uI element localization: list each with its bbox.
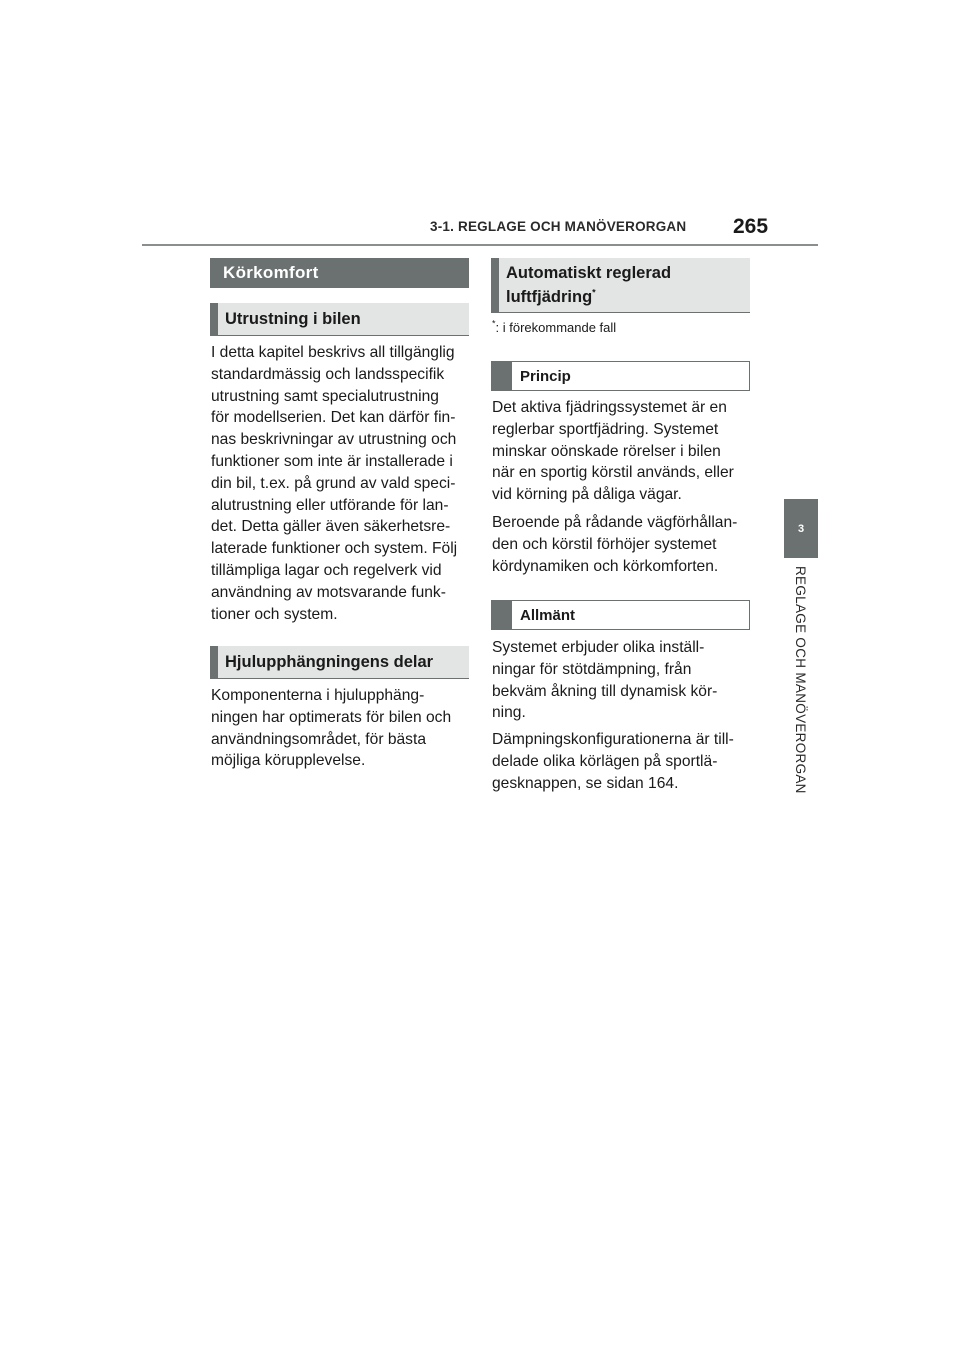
text-line: Dämpningskonfigurationerna är till- [492, 731, 734, 748]
text-line: det. Detta gäller även säkerhetsre- [211, 518, 451, 536]
text-line: tillämpliga lagar och regelverk vid [211, 561, 442, 579]
chapter-tab-label-text: REGLAGE OCH MANÖVERORGAN [793, 566, 808, 794]
text-line: gesknappen, se sidan 164. [492, 774, 679, 792]
footnote-marker: * [492, 318, 496, 329]
chapter-tab-number: 3 [784, 499, 818, 558]
subheading-allmant: Allmänt [491, 600, 750, 630]
footnote-text: : i förekommande fall [495, 320, 617, 335]
text-line: utrustning samt specialutrustning [211, 387, 439, 405]
heading-text: luftfjädring [506, 288, 593, 306]
text-line: funktioner som inte är installerade i [211, 452, 453, 470]
section-heading-luftfjadring [491, 258, 750, 313]
text-line: ningen har optimerats för bilen och [211, 708, 452, 726]
text-line: ning. [492, 704, 526, 722]
text-line: reglerbar sportfjädring. Systemet [492, 420, 719, 438]
subheading-princip: Princip [491, 361, 750, 391]
text-line: laterade funktioner och system. Följ [211, 540, 458, 558]
text-line: användningsområdet, för bästa [211, 730, 426, 748]
text-line: kördynamiken och körkomforten. [492, 557, 719, 575]
text-line: alutrustning eller utförande för lan- [211, 496, 449, 514]
text-line: Det aktiva fjädringssystemet är en [492, 399, 727, 416]
text-line: nas beskrivningar av utrustning och [211, 431, 457, 449]
paragraph-allmant-1 [492, 637, 754, 724]
section-title: 3-1. REGLAGE OCH MANÖVERORGAN [430, 219, 687, 234]
main-heading: Körkomfort [210, 258, 469, 288]
text-line: din bil, t.ex. på grund av vald speci- [211, 474, 456, 492]
page-number: 265 [733, 215, 769, 238]
text-line: vid körning på dåliga vägar. [492, 486, 682, 504]
section-heading-hjulupphangning: Hjulupphängningens delar [210, 646, 469, 679]
footnote-marker: * [592, 287, 596, 298]
paragraph-allmant-2 [492, 729, 754, 794]
text-line: möjliga körupplevelse. [211, 752, 366, 770]
text-line: standardmässig och landsspecifik [211, 365, 445, 383]
text-line: den och körstil förhöjer systemet [492, 535, 717, 553]
paragraph-hjulupphangning [211, 685, 473, 772]
text-line: tioner och system. [211, 605, 338, 623]
text-line: när en sportig körstil används, eller [492, 464, 734, 482]
paragraph-princip-1 [492, 397, 754, 506]
footnote [492, 320, 616, 335]
section-heading-utrustning: Utrustning i bilen [210, 303, 469, 336]
text-line: ningar för stötdämpning, från [492, 660, 692, 678]
text-line: Beroende på rådande vägförhållan- [492, 514, 738, 531]
text-line: I detta kapitel beskrivs all tillgänglig [211, 344, 455, 361]
text-line: för modellserien. Det kan därför fin- [211, 409, 456, 427]
text-line: minskar oönskade rörelser i bilen [492, 442, 721, 460]
text-line: delade olika körlägen på sportlä- [492, 752, 718, 770]
header-divider [142, 244, 818, 246]
paragraph-utrustning [211, 342, 473, 625]
heading-line-2 [506, 285, 750, 309]
text-line: bekväm åkning till dynamisk kör- [492, 682, 718, 700]
text-line: Systemet erbjuder olika inställ- [492, 639, 705, 656]
heading-line-1: Automatiskt reglerad [506, 264, 672, 282]
chapter-tab-label [786, 566, 816, 826]
text-line: Komponenterna i hjulupphäng- [211, 687, 425, 704]
paragraph-princip-2 [492, 512, 754, 577]
text-line: användning av motsvarande funk- [211, 583, 446, 601]
